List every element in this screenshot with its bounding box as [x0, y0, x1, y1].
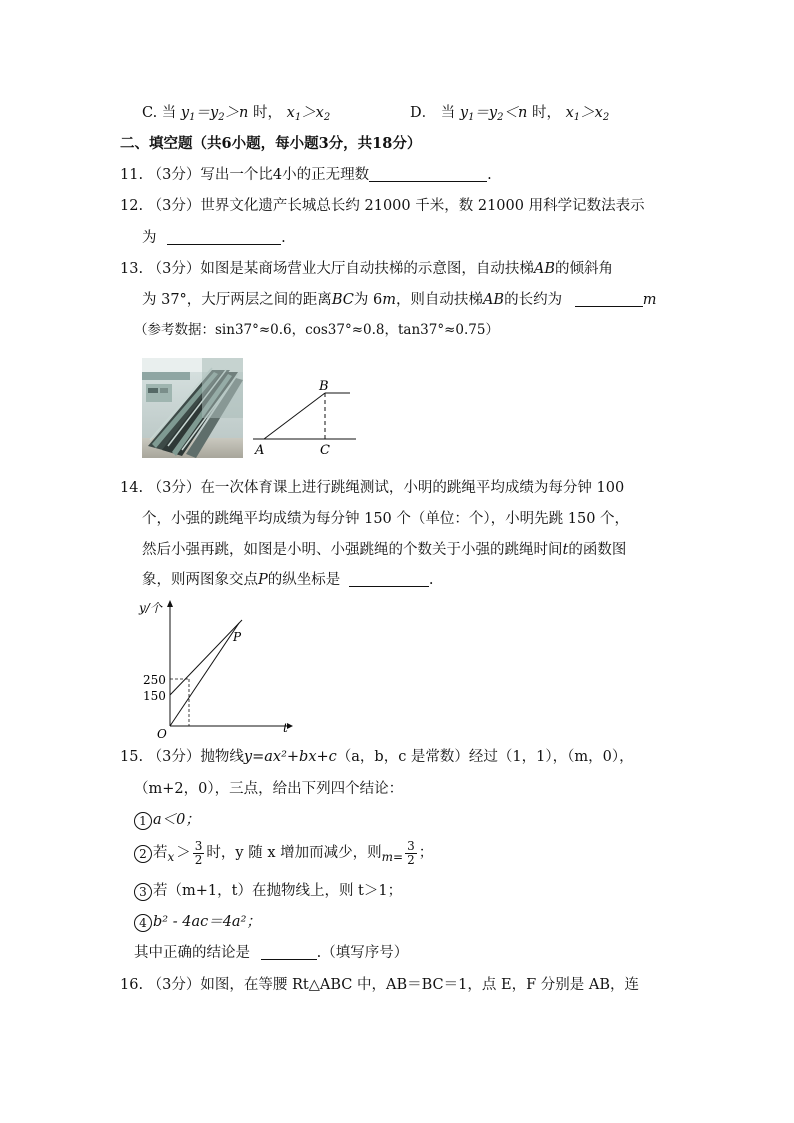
origin-label: O — [157, 727, 167, 740]
answer-blank[interactable] — [261, 945, 317, 960]
y-axis-label: y/个 — [139, 601, 162, 615]
jump-rope-graph — [135, 598, 300, 740]
question-13-line2 — [142, 290, 656, 310]
circle-number-3: 3 — [134, 883, 152, 901]
question-text: （3分）抛物线 — [147, 749, 244, 765]
question-number: 15. — [120, 749, 144, 765]
fraction-3-2 — [193, 840, 205, 867]
denominator: 2 — [407, 852, 415, 867]
question-text: （3分）如图，在等腰 Rt△ABC 中，AB＝BC＝1，点 E，F 分别是 AB，连 — [147, 977, 639, 993]
numerator: 3 — [194, 838, 203, 853]
tick-150: 150 — [143, 689, 166, 703]
option-d-text2: 时， — [531, 105, 561, 121]
math-m: m= — [381, 850, 404, 864]
conclusion-text: 时，y 随 x 增加而减少，则 — [206, 845, 382, 861]
question-text: （a，b，c 是常数）经过（1，1），（m，0）， — [336, 749, 634, 765]
conclusion-2: 2 若$_x$ ＞ $\frac{3}{2}$ 时，y 随 x 增加而减少，则$_{m=}$ $\frac{3}{2}$ ； — [134, 838, 433, 872]
option-d-text: 当 — [440, 105, 456, 121]
question-11 — [120, 165, 492, 185]
tick-250: 250 — [143, 673, 166, 687]
conclusion-text: 若 — [153, 845, 168, 861]
question-15-line1 — [120, 747, 634, 767]
math-bc: BC — [331, 292, 354, 308]
question-text: 的长约为 — [504, 292, 563, 308]
option-c-result: $x_1>x_2$ — [286, 105, 331, 123]
question-text: 为 — [142, 230, 157, 246]
label-c: C — [320, 443, 330, 457]
punct: . — [487, 167, 492, 183]
conclusion-text: a＜0； — [153, 812, 200, 828]
option-d-label: D． — [410, 105, 437, 121]
option-d — [410, 103, 609, 128]
question-12-line2 — [142, 228, 286, 248]
math-ab: AB — [482, 292, 505, 308]
unit-m: m — [382, 292, 396, 308]
option-d-result: $x_1>x_2$ — [565, 105, 610, 123]
question-13-line1 — [120, 259, 613, 279]
question-text: 为 37°，大厅两层之间的距离 — [142, 292, 332, 308]
point-p-label: P — [233, 630, 242, 644]
y-axis-arrow — [167, 600, 173, 607]
answer-blank[interactable] — [349, 572, 429, 587]
conclusion-text: b² - 4ac＝4a²； — [153, 914, 261, 930]
question-number: 16. — [120, 977, 144, 993]
question-text: 为 6 — [353, 292, 383, 308]
option-c — [142, 103, 330, 128]
math-x: x — [167, 850, 175, 864]
numerator: 3 — [407, 838, 415, 853]
circle-number-4: 4 — [134, 914, 152, 932]
t-axis-label: t — [283, 721, 288, 735]
question-text: 然后小强再跳，如图是小明、小强跳绳的个数关于小强的跳绳时间 — [142, 542, 563, 558]
punct: . — [281, 230, 286, 246]
math-ab: AB — [533, 261, 556, 277]
question-13-line3: （参考数据：sin37°≈0.6，cos37°≈0.8，tan37°≈0.75） — [134, 322, 499, 338]
question-text: （3分）写出一个比4小的正无理数 — [147, 167, 370, 183]
question-text: ，则自动扶梯 — [395, 292, 483, 308]
answer-blank[interactable] — [167, 230, 281, 245]
option-d-math: $y_1=y_2<n$ — [459, 105, 528, 123]
punct: . — [428, 572, 434, 588]
t-axis-arrow — [287, 723, 293, 729]
question-text: 的函数图 — [568, 542, 627, 558]
circle-number-2: 2 — [134, 845, 152, 863]
question-number: 13. — [120, 261, 144, 277]
unit-m: m — [642, 292, 657, 308]
option-c-text2: 时， — [253, 105, 283, 121]
question-14-line3 — [142, 540, 626, 560]
question-text: （3分）在一次体育课上进行跳绳测试，小明的跳绳平均成绩为每分钟 100 — [147, 480, 625, 496]
question-12-line1 — [120, 196, 645, 216]
label-b: B — [319, 379, 329, 394]
circle-number-1: 1 — [134, 812, 152, 830]
question-14-line4 — [142, 570, 433, 590]
xiaoming-line — [170, 620, 242, 695]
label-a: A — [255, 443, 265, 457]
math-formula: y=ax²+bx+c — [243, 749, 337, 765]
xiaoqiang-line — [170, 623, 239, 726]
fraction-3-2 — [405, 840, 417, 867]
question-16-line1 — [120, 975, 639, 995]
escalator-diagram — [250, 375, 360, 457]
section-title: 二、填空题（共6小题，每小题3分，共18分） — [120, 135, 422, 152]
option-c-text: 当 — [161, 105, 177, 121]
segment-ab — [264, 393, 325, 439]
option-c-label: C. — [142, 105, 158, 121]
punct: ； — [418, 845, 434, 861]
math-t: t — [562, 542, 569, 558]
answer-blank[interactable] — [369, 167, 487, 182]
question-text: （3分）如图是某商场营业大厅自动扶梯的示意图，自动扶梯 — [147, 261, 534, 277]
conclusion-3 — [134, 881, 402, 901]
conclusion-4 — [134, 912, 261, 932]
question-15-line2: （m+2，0），三点，给出下列四个结论： — [134, 781, 404, 797]
option-c-math: $y_1=y_2>n$ — [180, 105, 249, 123]
question-14-line1 — [120, 478, 624, 498]
question-15-answer — [134, 943, 408, 963]
question-text: 的倾斜角 — [555, 261, 614, 277]
conclusion-text: 若（m+1，t）在抛物线上，则 t＞1； — [153, 883, 403, 899]
question-number: 12. — [120, 198, 144, 214]
question-text: .（填写序号） — [316, 945, 409, 961]
conclusion-1 — [134, 810, 200, 830]
answer-blank[interactable] — [575, 292, 643, 307]
question-text: 象，则两图象交点 — [142, 572, 258, 588]
question-14-line2: 个，小强的跳绳平均成绩为每分钟 150 个（单位：个），小明先跳 150 个， — [142, 511, 630, 527]
math-p: P — [258, 572, 268, 588]
escalator-photo-image — [142, 358, 243, 458]
question-text: 的纵坐标是 — [267, 572, 341, 588]
question-text: 其中正确的结论是 — [134, 945, 250, 961]
denominator: 2 — [194, 852, 203, 867]
question-number: 14. — [120, 480, 144, 496]
question-number: 11. — [120, 167, 144, 183]
question-text: （3分）世界文化遗产长城总长约 21000 千米，数 21000 用科学记数法表示 — [147, 198, 645, 214]
escalator-photo — [142, 358, 243, 458]
